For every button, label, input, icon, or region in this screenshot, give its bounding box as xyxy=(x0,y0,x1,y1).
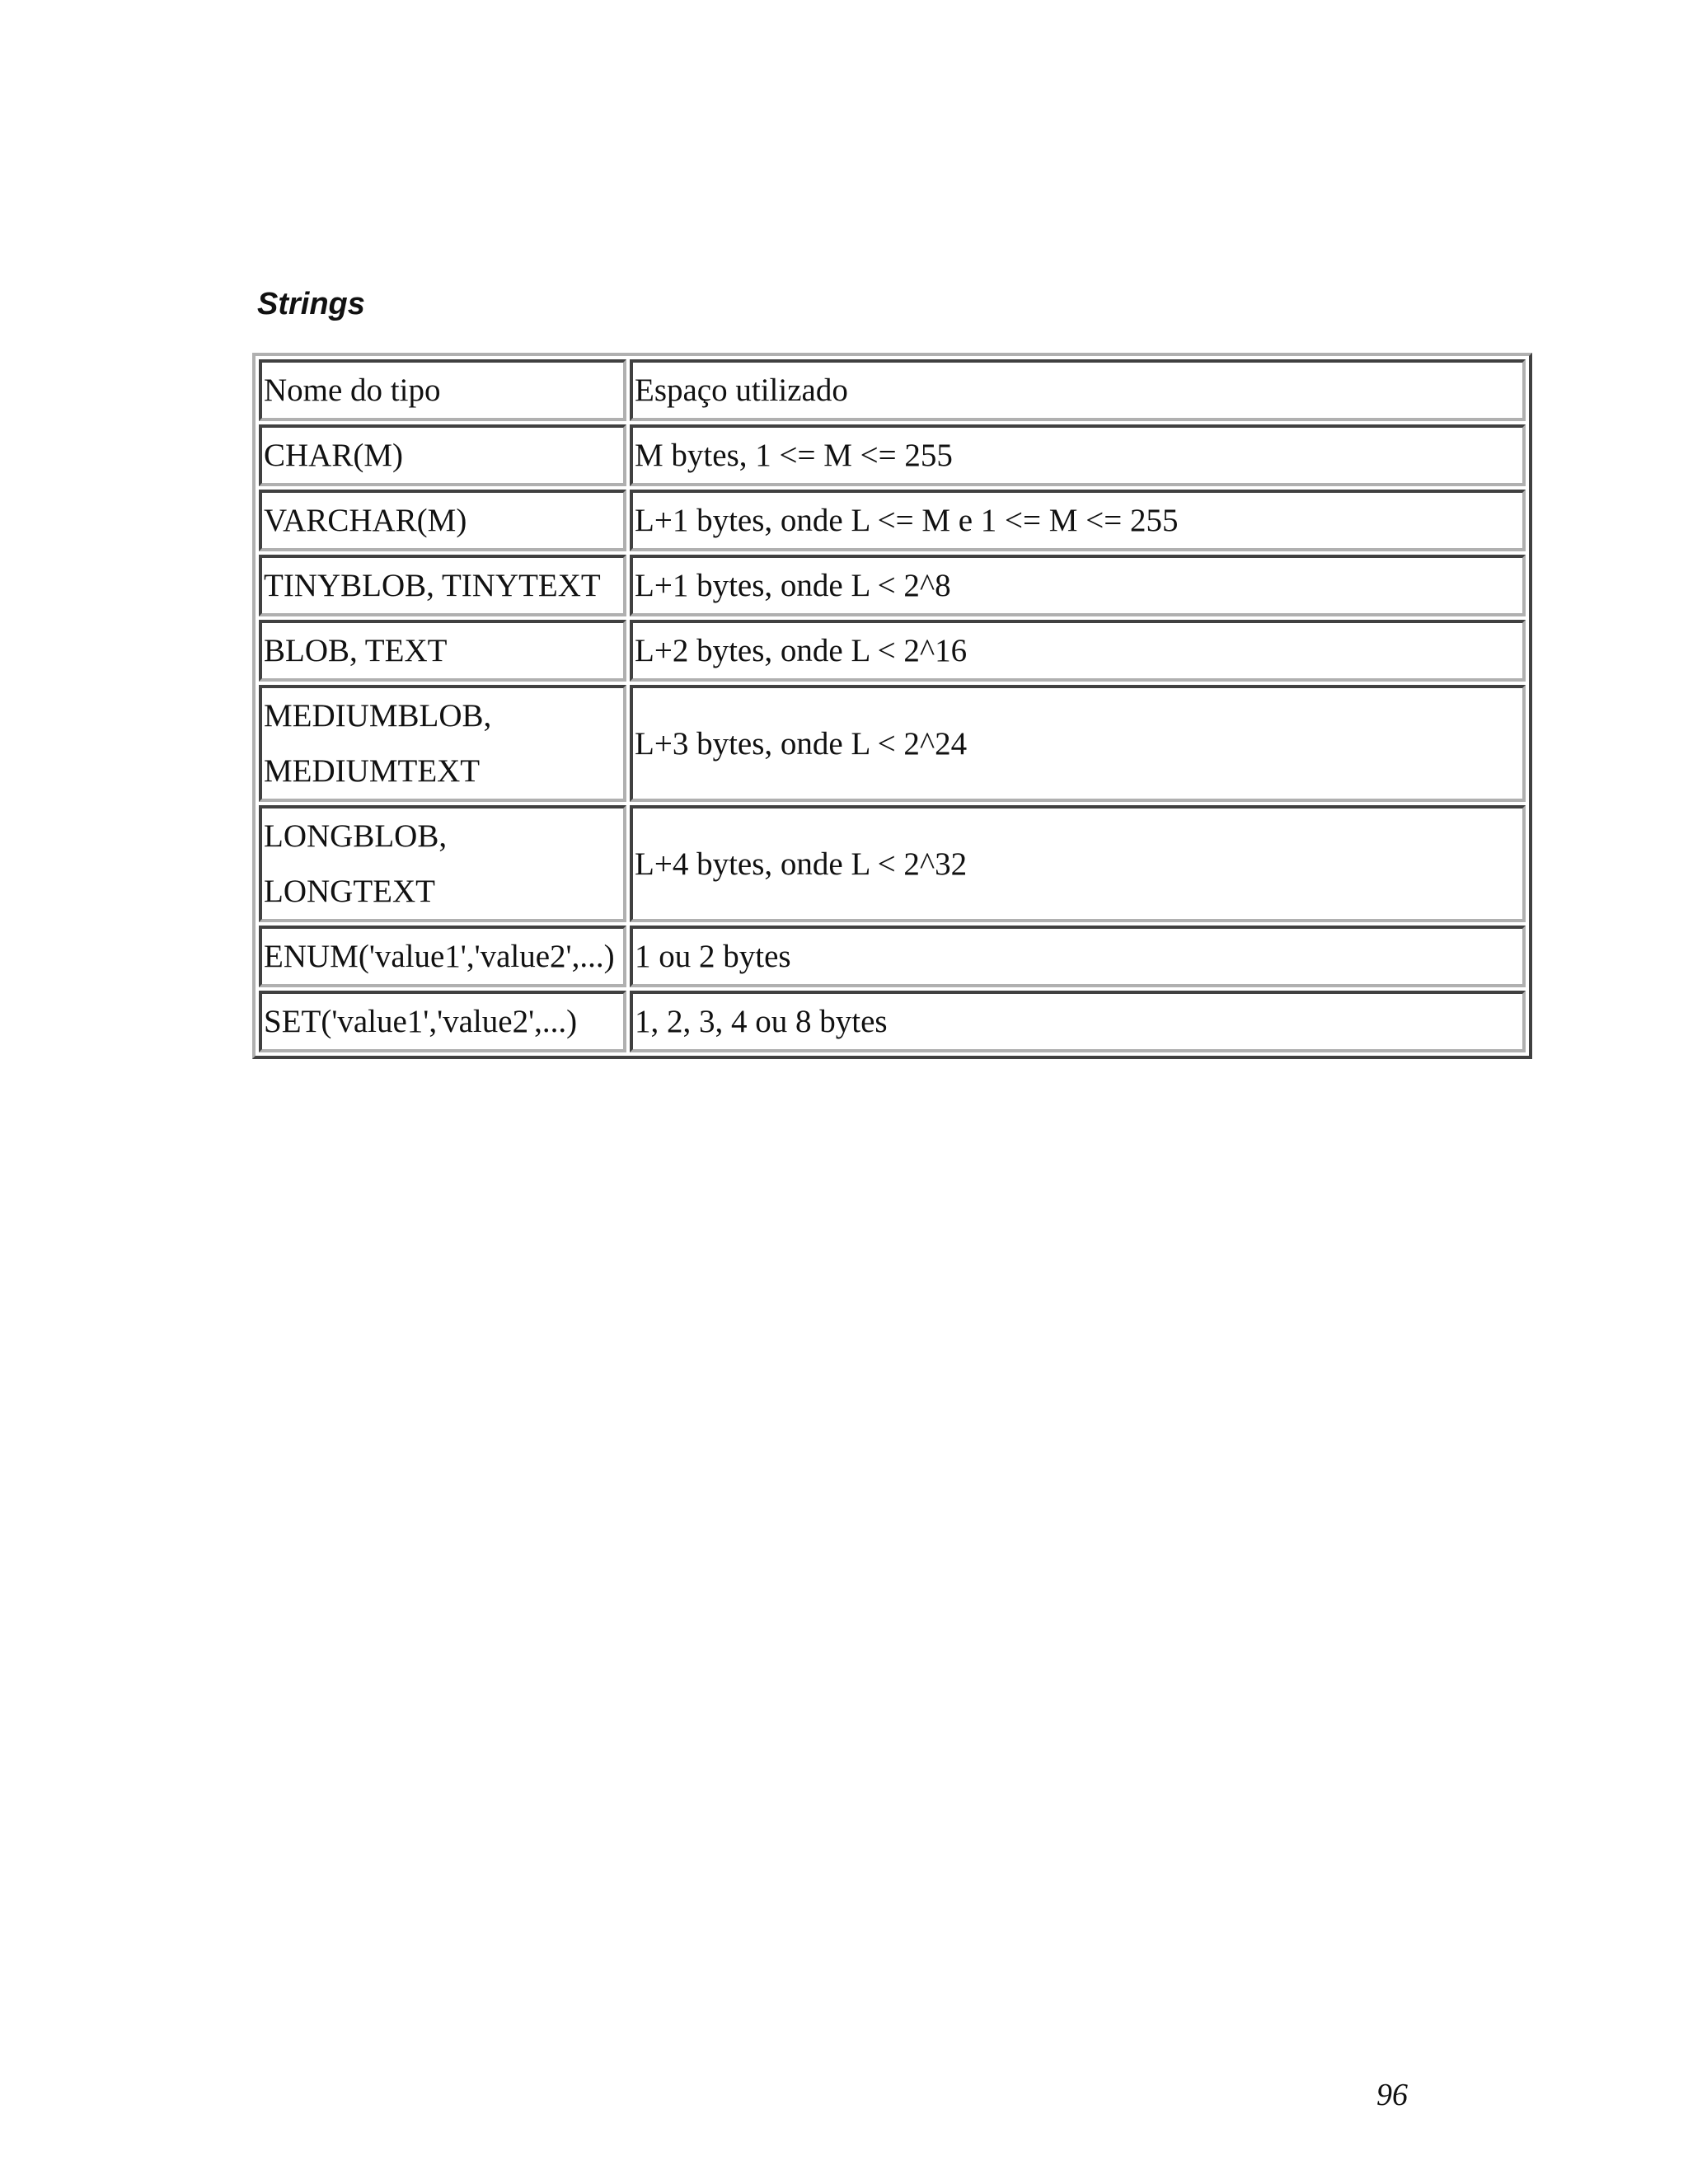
type-name-line: TINYBLOB, TINYTEXT xyxy=(264,568,601,603)
type-name-cell xyxy=(259,620,626,682)
table-header-row xyxy=(259,359,1526,421)
type-name-cell xyxy=(259,991,626,1052)
table-row xyxy=(259,805,1526,922)
type-name-line: MEDIUMBLOB, xyxy=(264,698,492,733)
space-used-cell: 1 ou 2 bytes xyxy=(630,926,1526,987)
type-name-cell xyxy=(259,926,626,987)
page-number: 96 xyxy=(1376,2078,1408,2112)
type-name-line: SET('value1','value2',...) xyxy=(264,1004,578,1039)
space-used-cell: L+1 bytes, onde L <= M e 1 <= M <= 255 xyxy=(630,490,1526,551)
type-name-line: LONGTEXT xyxy=(264,874,435,909)
header-cell-type-name: Nome do tipo xyxy=(259,359,626,421)
table-row xyxy=(259,926,1526,987)
type-name-line: MEDIUMTEXT xyxy=(264,753,481,789)
table-row xyxy=(259,685,1526,802)
table-row xyxy=(259,424,1526,486)
string-types-table-container xyxy=(252,353,1532,1059)
space-used-cell: L+1 bytes, onde L < 2^8 xyxy=(630,555,1526,616)
type-name-cell xyxy=(259,805,626,922)
header-cell-space-used: Espaço utilizado xyxy=(630,359,1526,421)
type-name-cell xyxy=(259,685,626,802)
space-used-cell: M bytes, 1 <= M <= 255 xyxy=(630,424,1526,486)
space-used-cell: 1, 2, 3, 4 ou 8 bytes xyxy=(630,991,1526,1052)
type-name-cell xyxy=(259,424,626,486)
type-name-line: ENUM('value1','value2',...) xyxy=(264,939,615,974)
table-row xyxy=(259,991,1526,1052)
section-title: Strings xyxy=(257,287,365,321)
table-row xyxy=(259,620,1526,682)
type-name-cell xyxy=(259,490,626,551)
space-used-cell: L+3 bytes, onde L < 2^24 xyxy=(630,685,1526,802)
table-row xyxy=(259,555,1526,616)
type-name-line: LONGBLOB, xyxy=(264,818,448,854)
type-name-line: BLOB, TEXT xyxy=(264,633,448,668)
space-used-cell: L+4 bytes, onde L < 2^32 xyxy=(630,805,1526,922)
type-name-line: VARCHAR(M) xyxy=(264,503,467,538)
type-name-line: CHAR(M) xyxy=(264,438,404,473)
type-name-cell xyxy=(259,555,626,616)
table-row xyxy=(259,490,1526,551)
string-types-table xyxy=(252,353,1532,1059)
space-used-cell: L+2 bytes, onde L < 2^16 xyxy=(630,620,1526,682)
